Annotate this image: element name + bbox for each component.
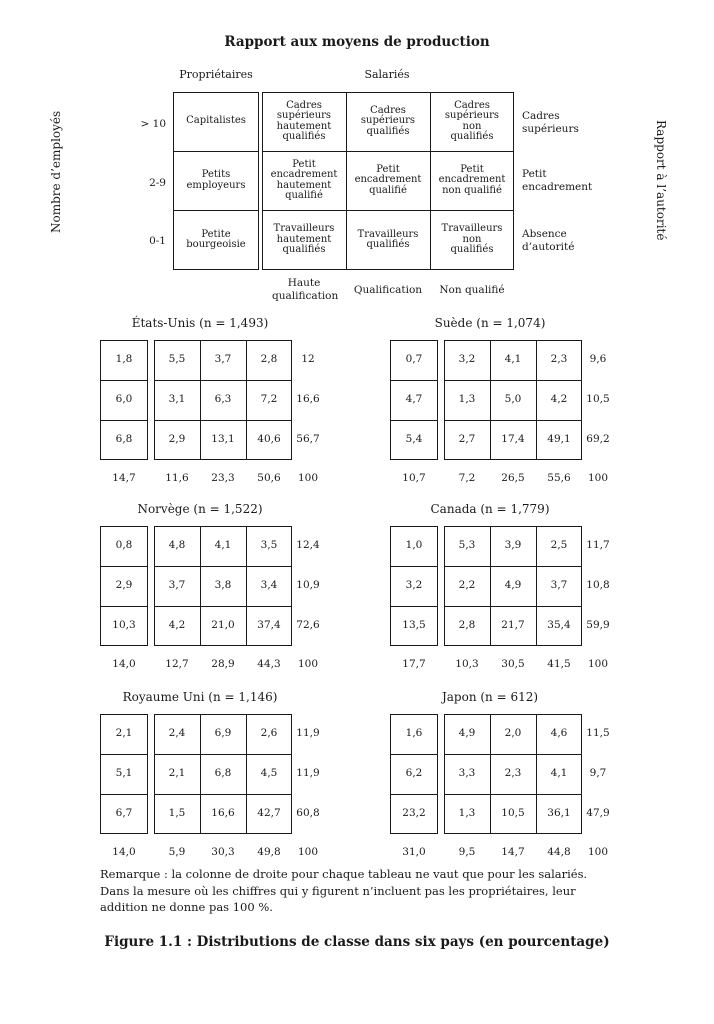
cell-value: 2,7	[458, 433, 476, 446]
note-text: Remarque : la colonne de droite pour chaque tableau ne vaut que pour les salariés. Dans la mesure où les chiffres qui y figurent n’incluent pas les propriétaires, leur addition ne donne pas 100 %.	[100, 867, 588, 915]
column-total: 31,0	[402, 846, 426, 859]
owner-value: 0,7	[405, 353, 423, 366]
cell-value: 3,7	[214, 353, 232, 366]
row-total: 10,5	[586, 393, 610, 406]
cell-value: 2,3	[504, 767, 522, 780]
column-total: 100	[587, 846, 609, 859]
cell-value: 1,3	[458, 393, 476, 406]
cell-value: 4,9	[458, 727, 476, 740]
row-total: 60,8	[296, 807, 320, 820]
employee-cell: Cadres supérieurs qualifiés	[360, 104, 416, 137]
column-total: 26,5	[501, 472, 525, 485]
cell-value: 3,7	[550, 579, 568, 592]
column-total: 10,7	[402, 472, 426, 485]
owner-value: 1,8	[115, 353, 133, 366]
column-total: 44,8	[547, 846, 571, 859]
cell-value: 6,8	[214, 767, 232, 780]
column-total: 5,9	[168, 846, 186, 859]
cell-value: 2,6	[260, 727, 278, 740]
country-title: Norvège (n = 1,522)	[137, 502, 263, 516]
owners-label: Propriétaires	[179, 68, 253, 81]
cell-value: 21,0	[211, 619, 235, 632]
cell-value: 2,9	[168, 433, 186, 446]
owner-cell-petty-bourgeoisie: Petite bourgeoisie	[186, 228, 246, 250]
cell-value: 4,2	[168, 619, 186, 632]
cell-value: 3,1	[168, 393, 186, 406]
cell-value: 4,1	[214, 539, 232, 552]
cell-value: 16,6	[211, 807, 235, 820]
cell-value: 1,3	[458, 807, 476, 820]
owner-value: 1,6	[405, 727, 423, 740]
employee-cell: Travailleurs non qualifiés	[441, 223, 503, 256]
cell-value: 1,5	[168, 807, 186, 820]
owner-value: 6,0	[115, 393, 133, 406]
column-total: 14,7	[112, 472, 136, 485]
owner-value: 1,0	[405, 539, 423, 552]
size-label-large: > 10	[140, 118, 166, 130]
cell-value: 4,1	[550, 767, 568, 780]
owner-value: 5,4	[405, 433, 423, 446]
employee-cell: Travailleurs qualifiés	[357, 228, 419, 250]
cell-value: 2,5	[550, 539, 568, 552]
country-title: Royaume Uni (n = 1,146)	[122, 690, 278, 704]
row-total: 59,9	[586, 619, 610, 632]
employee-cell: Cadres supérieurs non qualifiés	[444, 99, 500, 142]
cell-value: 5,5	[168, 353, 186, 366]
column-total: 14,0	[112, 846, 136, 859]
employee-cell: Petit encadrement qualifié	[354, 163, 422, 196]
qualification-label: Qualification	[353, 284, 423, 296]
cell-value: 17,4	[501, 433, 525, 446]
cell-value: 40,6	[257, 433, 281, 446]
figure-caption: Figure 1.1 : Distributions de classe dans six pays (en pourcentage)	[104, 934, 610, 950]
column-total: 12,7	[165, 658, 189, 671]
cell-value: 3,8	[214, 579, 232, 592]
column-total: 14,0	[112, 658, 136, 671]
authority-label: Petit encadrement	[522, 168, 593, 193]
country-title: Suède (n = 1,074)	[434, 316, 546, 330]
cell-value: 35,4	[547, 619, 571, 632]
cell-value: 4,1	[504, 353, 522, 366]
column-total: 11,6	[165, 472, 189, 485]
column-total: 49,8	[257, 846, 281, 859]
left-axis-label: Nombre d’employés	[49, 110, 63, 233]
row-total: 10,8	[586, 579, 610, 592]
cell-value: 10,5	[501, 807, 525, 820]
cell-value: 4,6	[550, 727, 568, 740]
column-total: 50,6	[257, 472, 281, 485]
cell-value: 5,0	[504, 393, 522, 406]
owner-cell-small-employers: Petits employeurs	[186, 169, 246, 191]
row-total: 12,4	[296, 539, 320, 552]
row-total: 11,9	[296, 727, 320, 740]
cell-value: 2,8	[260, 353, 278, 366]
cell-value: 4,5	[260, 767, 278, 780]
cell-value: 4,9	[504, 579, 522, 592]
qualification-label: Non qualifié	[439, 284, 505, 296]
cell-value: 21,7	[501, 619, 525, 632]
owner-value: 5,1	[115, 767, 133, 780]
column-total: 23,3	[211, 472, 235, 485]
cell-value: 4,2	[550, 393, 568, 406]
owner-value: 23,2	[402, 807, 426, 820]
column-total: 100	[587, 472, 609, 485]
owner-value: 4,7	[405, 393, 423, 406]
cell-value: 2,0	[504, 727, 522, 740]
owner-value: 13,5	[402, 619, 426, 632]
cell-value: 5,3	[458, 539, 476, 552]
cell-value: 3,9	[504, 539, 522, 552]
authority-label: Absence d’autorité	[522, 228, 575, 253]
column-total: 14,7	[501, 846, 525, 859]
cell-value: 4,8	[168, 539, 186, 552]
employee-cell: Cadres supérieurs hautement qualifiés	[276, 99, 332, 142]
column-total: 55,6	[547, 472, 571, 485]
owner-value: 10,3	[112, 619, 136, 632]
owner-value: 2,1	[115, 727, 133, 740]
column-total: 30,3	[211, 846, 235, 859]
authority-label: Cadres supérieurs	[522, 110, 579, 135]
diagram-title: Rapport aux moyens de production	[224, 34, 490, 50]
cell-value: 3,7	[168, 579, 186, 592]
row-total: 9,7	[589, 767, 607, 780]
owner-value: 6,8	[115, 433, 133, 446]
cell-value: 6,3	[214, 393, 232, 406]
row-total: 12	[301, 353, 315, 366]
employees-label: Salariés	[364, 68, 410, 81]
cell-value: 2,2	[458, 579, 476, 592]
row-total: 69,2	[586, 433, 610, 446]
row-total: 10,9	[296, 579, 320, 592]
country-title: Canada (n = 1,779)	[430, 502, 550, 516]
column-total: 7,2	[458, 472, 476, 485]
row-total: 11,9	[296, 767, 320, 780]
country-title: États-Unis (n = 1,493)	[131, 316, 269, 330]
cell-value: 2,4	[168, 727, 186, 740]
column-total: 30,5	[501, 658, 525, 671]
column-total: 44,3	[257, 658, 281, 671]
column-total: 100	[297, 658, 319, 671]
owner-value: 3,2	[405, 579, 423, 592]
employee-cell: Petit encadrement non qualifié	[438, 163, 506, 196]
cell-value: 2,1	[168, 767, 186, 780]
size-label-medium: 2-9	[149, 177, 166, 189]
qualification-label: Haute qualification	[272, 277, 339, 302]
employee-cell: Travailleurs hautement qualifiés	[273, 223, 335, 256]
cell-value: 2,8	[458, 619, 476, 632]
column-total: 41,5	[547, 658, 571, 671]
cell-value: 6,9	[214, 727, 232, 740]
cell-value: 3,2	[458, 353, 476, 366]
column-total: 28,9	[211, 658, 235, 671]
column-total: 9,5	[458, 846, 476, 859]
column-total: 10,3	[455, 658, 479, 671]
owner-cell-capitalists: Capitalistes	[186, 115, 246, 127]
row-total: 11,5	[586, 727, 610, 740]
cell-value: 13,1	[211, 433, 235, 446]
column-total: 100	[587, 658, 609, 671]
row-total: 9,6	[589, 353, 607, 366]
cell-value: 3,3	[458, 767, 476, 780]
column-total: 100	[297, 846, 319, 859]
column-total: 100	[297, 472, 319, 485]
owner-value: 6,7	[115, 807, 133, 820]
employee-cell: Petit encadrement hautement qualifié	[270, 158, 338, 201]
cell-value: 49,1	[547, 433, 571, 446]
cell-value: 7,2	[260, 393, 278, 406]
owner-value: 0,8	[115, 539, 133, 552]
cell-value: 3,4	[260, 579, 278, 592]
cell-value: 2,3	[550, 353, 568, 366]
row-total: 56,7	[296, 433, 320, 446]
cell-value: 37,4	[257, 619, 281, 632]
owner-value: 6,2	[405, 767, 423, 780]
cell-value: 3,5	[260, 539, 278, 552]
column-total: 17,7	[402, 658, 426, 671]
cell-value: 42,7	[257, 807, 281, 820]
cell-value: 36,1	[547, 807, 571, 820]
row-total: 16,6	[296, 393, 320, 406]
row-total: 11,7	[586, 539, 610, 552]
row-total: 72,6	[296, 619, 320, 632]
row-total: 47,9	[586, 807, 610, 820]
size-label-small: 0-1	[149, 235, 166, 247]
owner-value: 2,9	[115, 579, 133, 592]
right-axis-label: Rapport à l’autorité	[654, 120, 668, 241]
country-title: Japon (n = 612)	[441, 690, 539, 704]
